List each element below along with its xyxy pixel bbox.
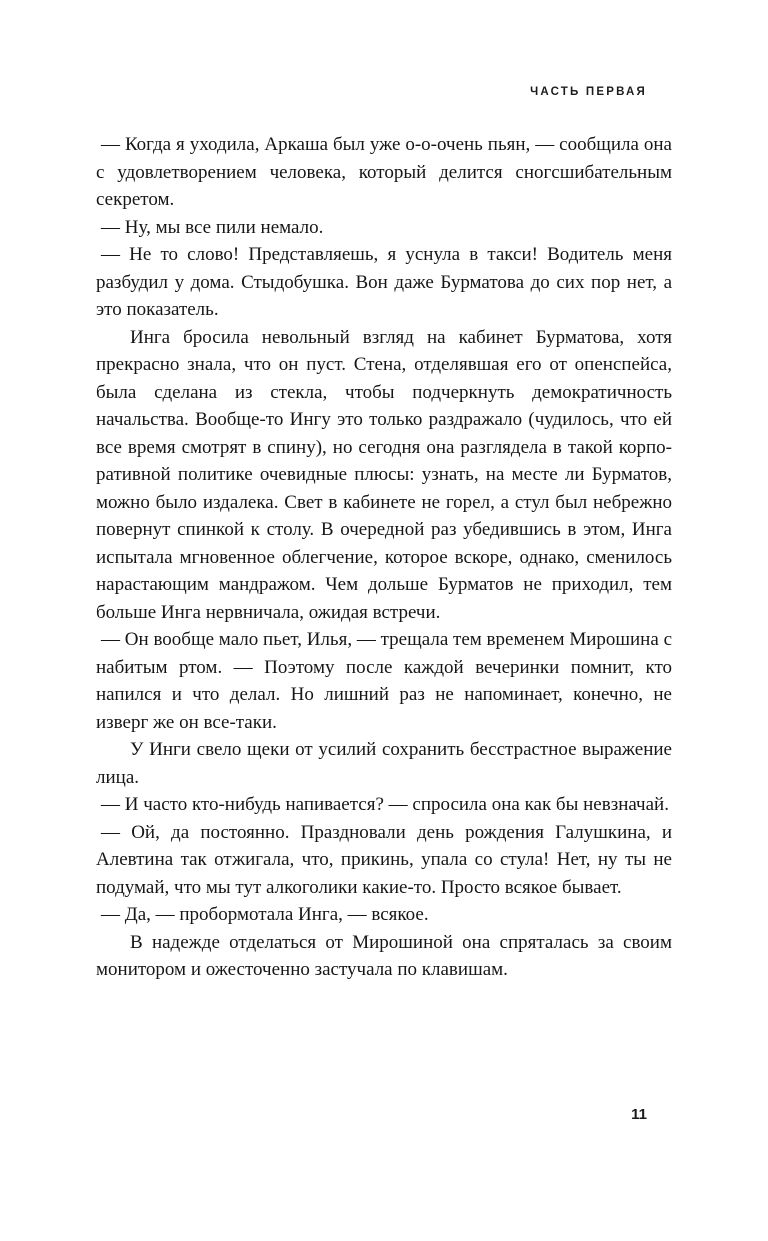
page-number: 11 [631, 1106, 647, 1123]
paragraph-narrative: В надежде отделаться от Мирошиной она спряталась за своим монитором и ожесточенно застучала по клавишам. [96, 931, 672, 980]
paragraph-narrative: У Инги свело щеки от усилий сохранить бесстрастное выражение лица. [96, 739, 672, 788]
paragraph-narrative: Инга бросила невольный взгляд на кабинет Бурматова, хотя прекрасно знала, что он пуст. Стена, отделявшая его от опенспейса, была сделана из стекла, чтобы подчеркнуть демократичность начальства. Вообще-то Ингу это только раздражало (чудилось, что ей все время смотрят в спину), но сегодня она разглядела в такой корпоративной политике очевидные плюсы: узнать, на месте ли Бурматов, можно было издалека. Свет в кабинете не горел, а стул был небрежно повернут спинкой к столу. В очередной раз убедившись в этом, Инга испытала мгновенное облегчение, которое вскоре, однако, сменилось нарастающим мандражом. Чем дольше Бурматов не приходил, тем больше Инга нервничала, ожидая встречи. [96, 326, 672, 623]
body-text [96, 131, 672, 984]
paragraph-dialogue: — Он вообще мало пьет, Илья, — трещала тем временем Мирошина с набитым ртом. — Поэтому после каждой вечеринки помнит, кто напился и что делал. Но лишний раз не напоминает, конечно, не изверг же он все-таки. [96, 629, 672, 733]
paragraph-dialogue: — Когда я уходила, Аркаша был уже о-о-очень пьян, — сообщила она с удовлетворением человека, который делится сногсшибательным секретом. [96, 134, 672, 210]
running-header: ЧАСТЬ ПЕРВАЯ [530, 86, 647, 98]
paragraph-dialogue: — Не то слово! Представляешь, я уснула в такси! Водитель меня разбудил у дома. Стыдобушка. Вон даже Бурматова до сих пор нет, а это показатель. [96, 244, 672, 320]
paragraph-dialogue: — Ой, да постоянно. Праздновали день рождения Галушкина, и Алевтина так отжигала, что, прикинь, упала со стула! Нет, ну ты не подумай, что мы тут алкоголики какие-то. Просто всякое бывает. [96, 821, 672, 898]
paragraph-dialogue: — Да, — пробормотала Инга, — всякое. [101, 904, 429, 925]
paragraph-dialogue: — Ну, мы все пили немало. [101, 216, 324, 238]
paragraph-dialogue: — И часто кто-нибудь напивается? — спросила она как бы невзначай. [101, 794, 669, 815]
